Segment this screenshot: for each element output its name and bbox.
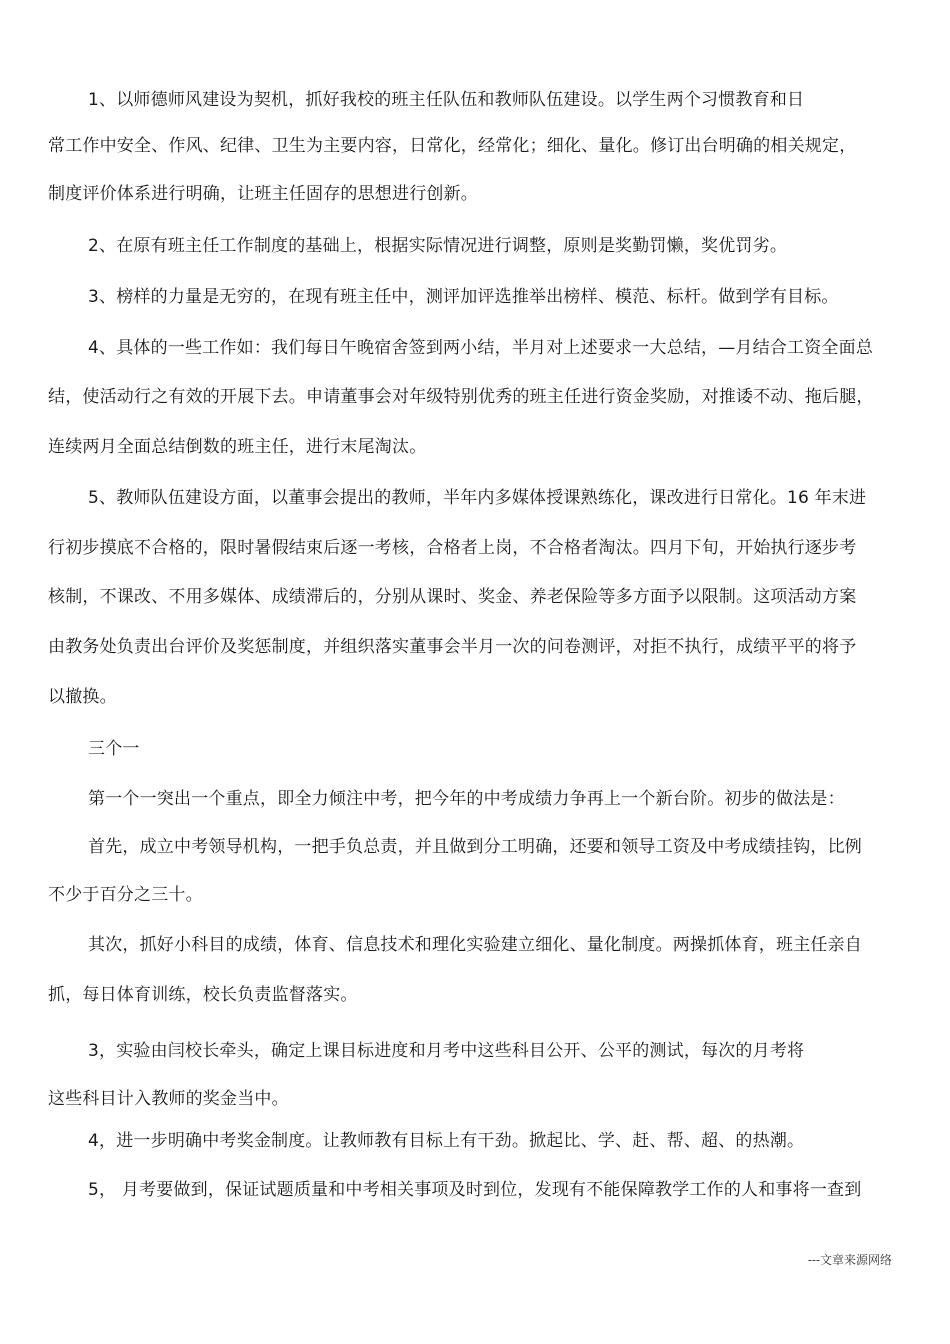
paragraph-2-line-1: 2、在原有班主任工作制度的基础上，根据实际情况进行调整，原则是奖勤罚懒，奖优罚劣。 xyxy=(88,236,788,256)
source-footer: ---文章来源网络 xyxy=(807,1253,892,1267)
paragraph-5-line-1: 5、教师队伍建设方面，以董事会提出的教师，半年内多媒体授课熟练化，课改进行日常化。16 年末进 xyxy=(88,488,867,508)
paragraph-1-line-1: 1、以师德师风建设为契机，抓好我校的班主任队伍和教师队伍建设。以学生两个习惯教育和日 xyxy=(88,90,805,110)
paragraph-5-line-3: 核制，不课改、不用多媒体、成绩滞后的，分别从课时、奖金、养老保险等多方面予以限制。这项活动方案 xyxy=(48,587,857,607)
paragraph-7-line-1: 首先，成立中考领导机构，一把手负总责，并且做到分工明确，还要和领导工资及中考成绩挂钩，比例 xyxy=(88,837,862,857)
paragraph-8-line-1: 其次，抓好小科目的成绩，体育、信息技术和理化实验建立细化、量化制度。两操抓体育，班主任亲自 xyxy=(88,935,862,955)
paragraph-3-line-1: 3、榜样的力量是无穷的，在现有班主任中，测评加评选推举出榜样、模范、标杆。做到学有目标。 xyxy=(88,287,839,307)
paragraph-5-line-2: 行初步摸底不合格的，限时暑假结束后逐一考核，合格者上岗，不合格者淘汰。四月下旬，开始执行逐步考 xyxy=(48,538,857,558)
paragraph-5-line-4: 由教务处负责出台评价及奖惩制度，并组织落实董事会半月一次的问卷测评，对拒不执行，成绩平平的将予 xyxy=(48,637,857,657)
paragraph-8-line-2: 抓，每日体育训练，校长负责监督落实。 xyxy=(48,985,358,1005)
section-heading: 三个一 xyxy=(88,739,140,759)
paragraph-4-line-3: 连续两月全面总结倒数的班主任，进行末尾淘汰。 xyxy=(48,437,427,457)
paragraph-10-line-1: 4，进一步明确中考奖金制度。让教师教有目标上有干劲。掀起比、学、赶、帮、超、的热潮。 xyxy=(88,1131,805,1151)
paragraph-6-line-1: 第一个一突出一个重点，即全力倾注中考，把今年的中考成绩力争再上一个新台阶。初步的做法是： xyxy=(88,789,845,809)
paragraph-4-line-2: 结，使活动行之有效的开展下去。申请董事会对年级特别优秀的班主任进行资金奖励，对推诿不动、拖后腿， xyxy=(48,387,874,407)
paragraph-11-line-1: 5， 月考要做到，保证试题质量和中考相关事项及时到位，发现有不能保障教学工作的人和事将一查到 xyxy=(88,1180,862,1200)
paragraph-7-line-2: 不少于百分之三十。 xyxy=(48,885,203,905)
paragraph-1-line-2: 常工作中安全、作风、纪律、卫生为主要内容，日常化，经常化；细化、量化。修订出台明确的相关规定， xyxy=(48,136,857,156)
paragraph-9-line-1: 3，实验由闫校长牵头，确定上课目标进度和月考中这些科目公开、公平的测试，每次的月考将 xyxy=(88,1041,805,1061)
paragraph-1-line-3: 制度评价体系进行明确，让班主任固存的思想进行创新。 xyxy=(48,184,478,204)
paragraph-5-line-5: 以撤换。 xyxy=(48,687,117,707)
paragraph-4-line-1: 4、具体的一些工作如：我们每日午晚宿舍签到两小结，半月对上述要求一大总结，—月结合工资全面总 xyxy=(88,338,874,358)
paragraph-9-line-2: 这些科目计入教师的奖金当中。 xyxy=(48,1089,289,1109)
